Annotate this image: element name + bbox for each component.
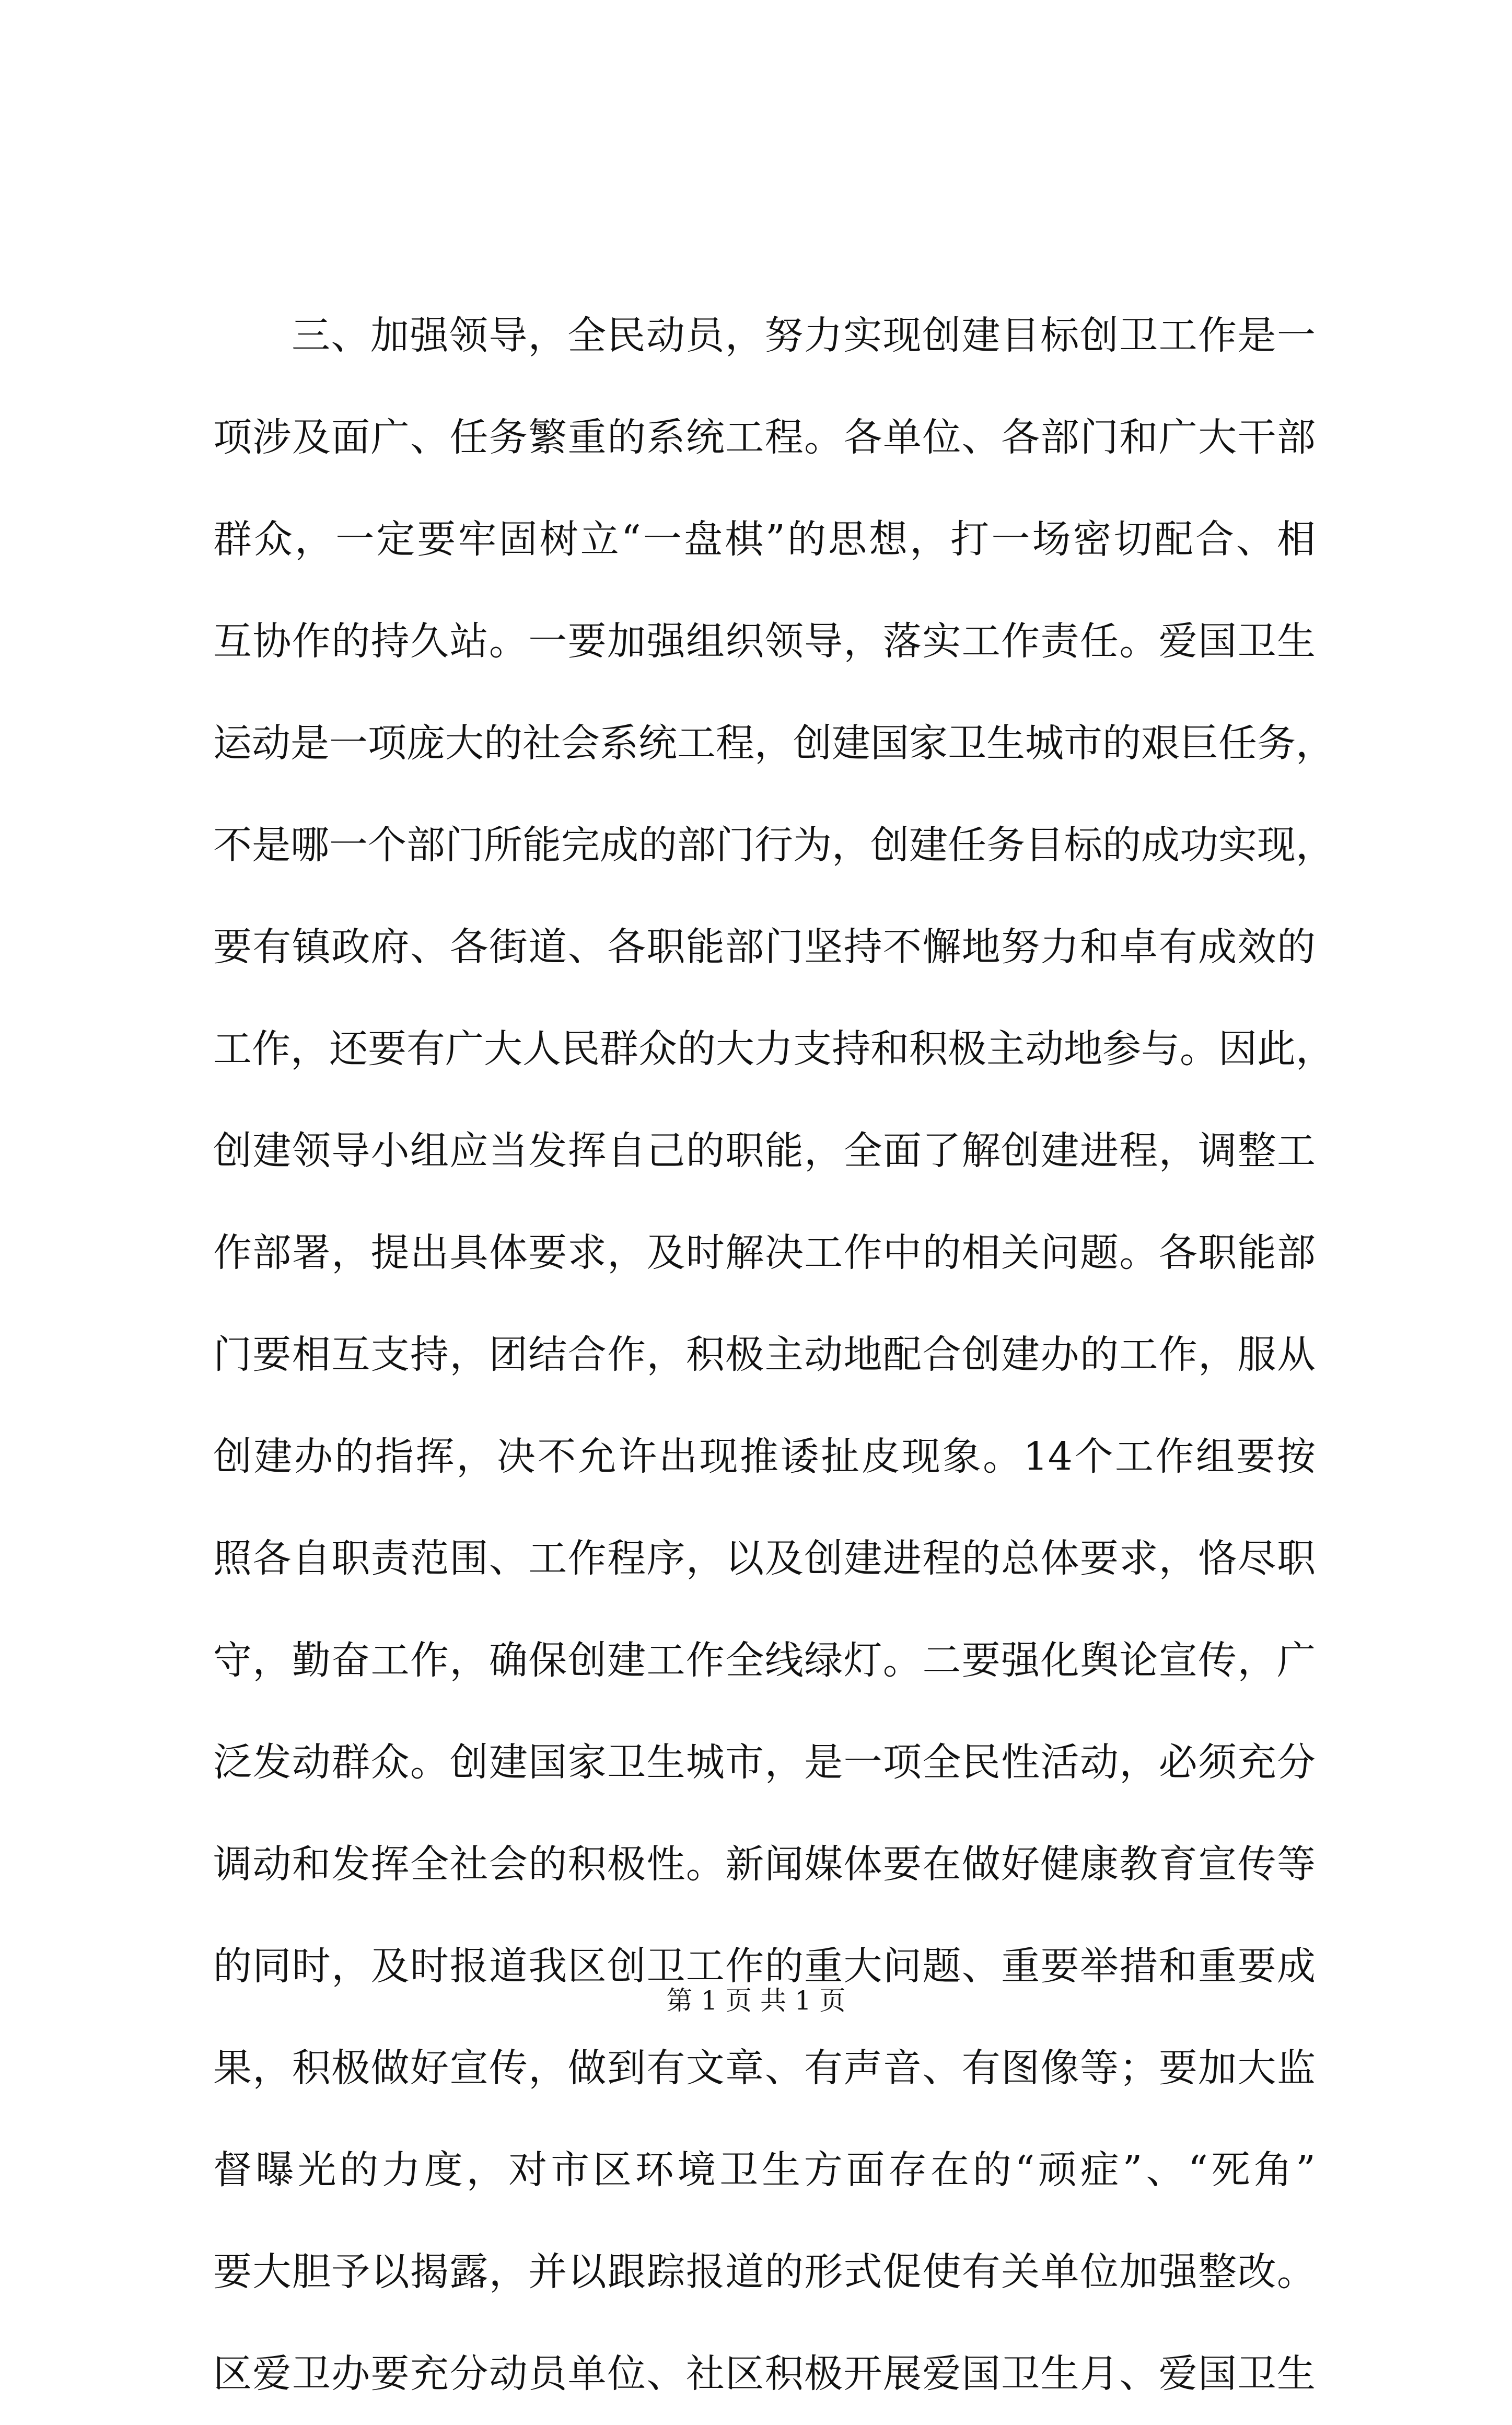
text-line: 工作，还要有广大人民群众的大力支持和积极主动地参与。因此，	[213, 1026, 1334, 1071]
text-line: 运动是一项庞大的社会系统工程，创建国家卫生城市的艰巨任务，	[213, 721, 1334, 766]
body-text	[213, 285, 1334, 2425]
text-line: 三、加强领导，全民动员，努力实现创建目标创卫工作是一	[292, 313, 1316, 358]
text-line: 区爱卫办要充分动员单位、社区积极开展爱国卫生月、爱国卫生	[213, 2351, 1316, 2396]
text-line: 的同时，及时报道我区创卫工作的重大问题、重要举措和重要成	[213, 1944, 1316, 1989]
text-line: 互协作的持久站。一要加强组织领导，落实工作责任。爱国卫生	[213, 619, 1316, 664]
text-line: 不是哪一个部门所能完成的部门行为，创建任务目标的成功实现，	[213, 823, 1334, 868]
text-line: 泛发动群众。创建国家卫生城市，是一项全民性活动，必须充分	[213, 1740, 1316, 1785]
text-line: 要有镇政府、各街道、各职能部门坚持不懈地努力和卓有成效的	[213, 925, 1316, 969]
text-line: 创建领导小组应当发挥自己的职能，全面了解创建进程，调整工	[213, 1128, 1316, 1173]
text-line: 调动和发挥全社会的积极性。新闻媒体要在做好健康教育宣传等	[213, 1842, 1316, 1887]
text-line: 照各自职责范围、工作程序，以及创建进程的总体要求，恪尽职	[213, 1536, 1316, 1581]
text-line: 作部署，提出具体要求，及时解决工作中的相关问题。各职能部	[213, 1230, 1316, 1275]
text-line: 督曝光的力度，对市区环境卫生方面存在的“顽症”、“死角”	[213, 2147, 1316, 2192]
text-line: 项涉及面广、任务繁重的系统工程。各单位、各部门和广大干部	[213, 415, 1316, 460]
text-line: 果，积极做好宣传，做到有文章、有声音、有图像等；要加大监	[213, 2046, 1316, 2091]
page-footer	[0, 1980, 1512, 2017]
text-line: 守，勤奋工作，确保创建工作全线绿灯。二要强化舆论宣传，广	[213, 1638, 1316, 1683]
text-line: 要大胆予以揭露，并以跟踪报道的形式促使有关单位加强整改。	[213, 2249, 1316, 2294]
page-number-label: 第 1 页 共 1 页	[666, 1985, 846, 2016]
text-line: 群众，一定要牢固树立“一盘棋”的思想，打一场密切配合、相	[213, 517, 1316, 562]
text-line: 创建办的指挥，决不允许出现推诿扯皮现象。14个工作组要按	[213, 1434, 1316, 1479]
text-line: 门要相互支持，团结合作，积极主动地配合创建办的工作，服从	[213, 1332, 1316, 1377]
